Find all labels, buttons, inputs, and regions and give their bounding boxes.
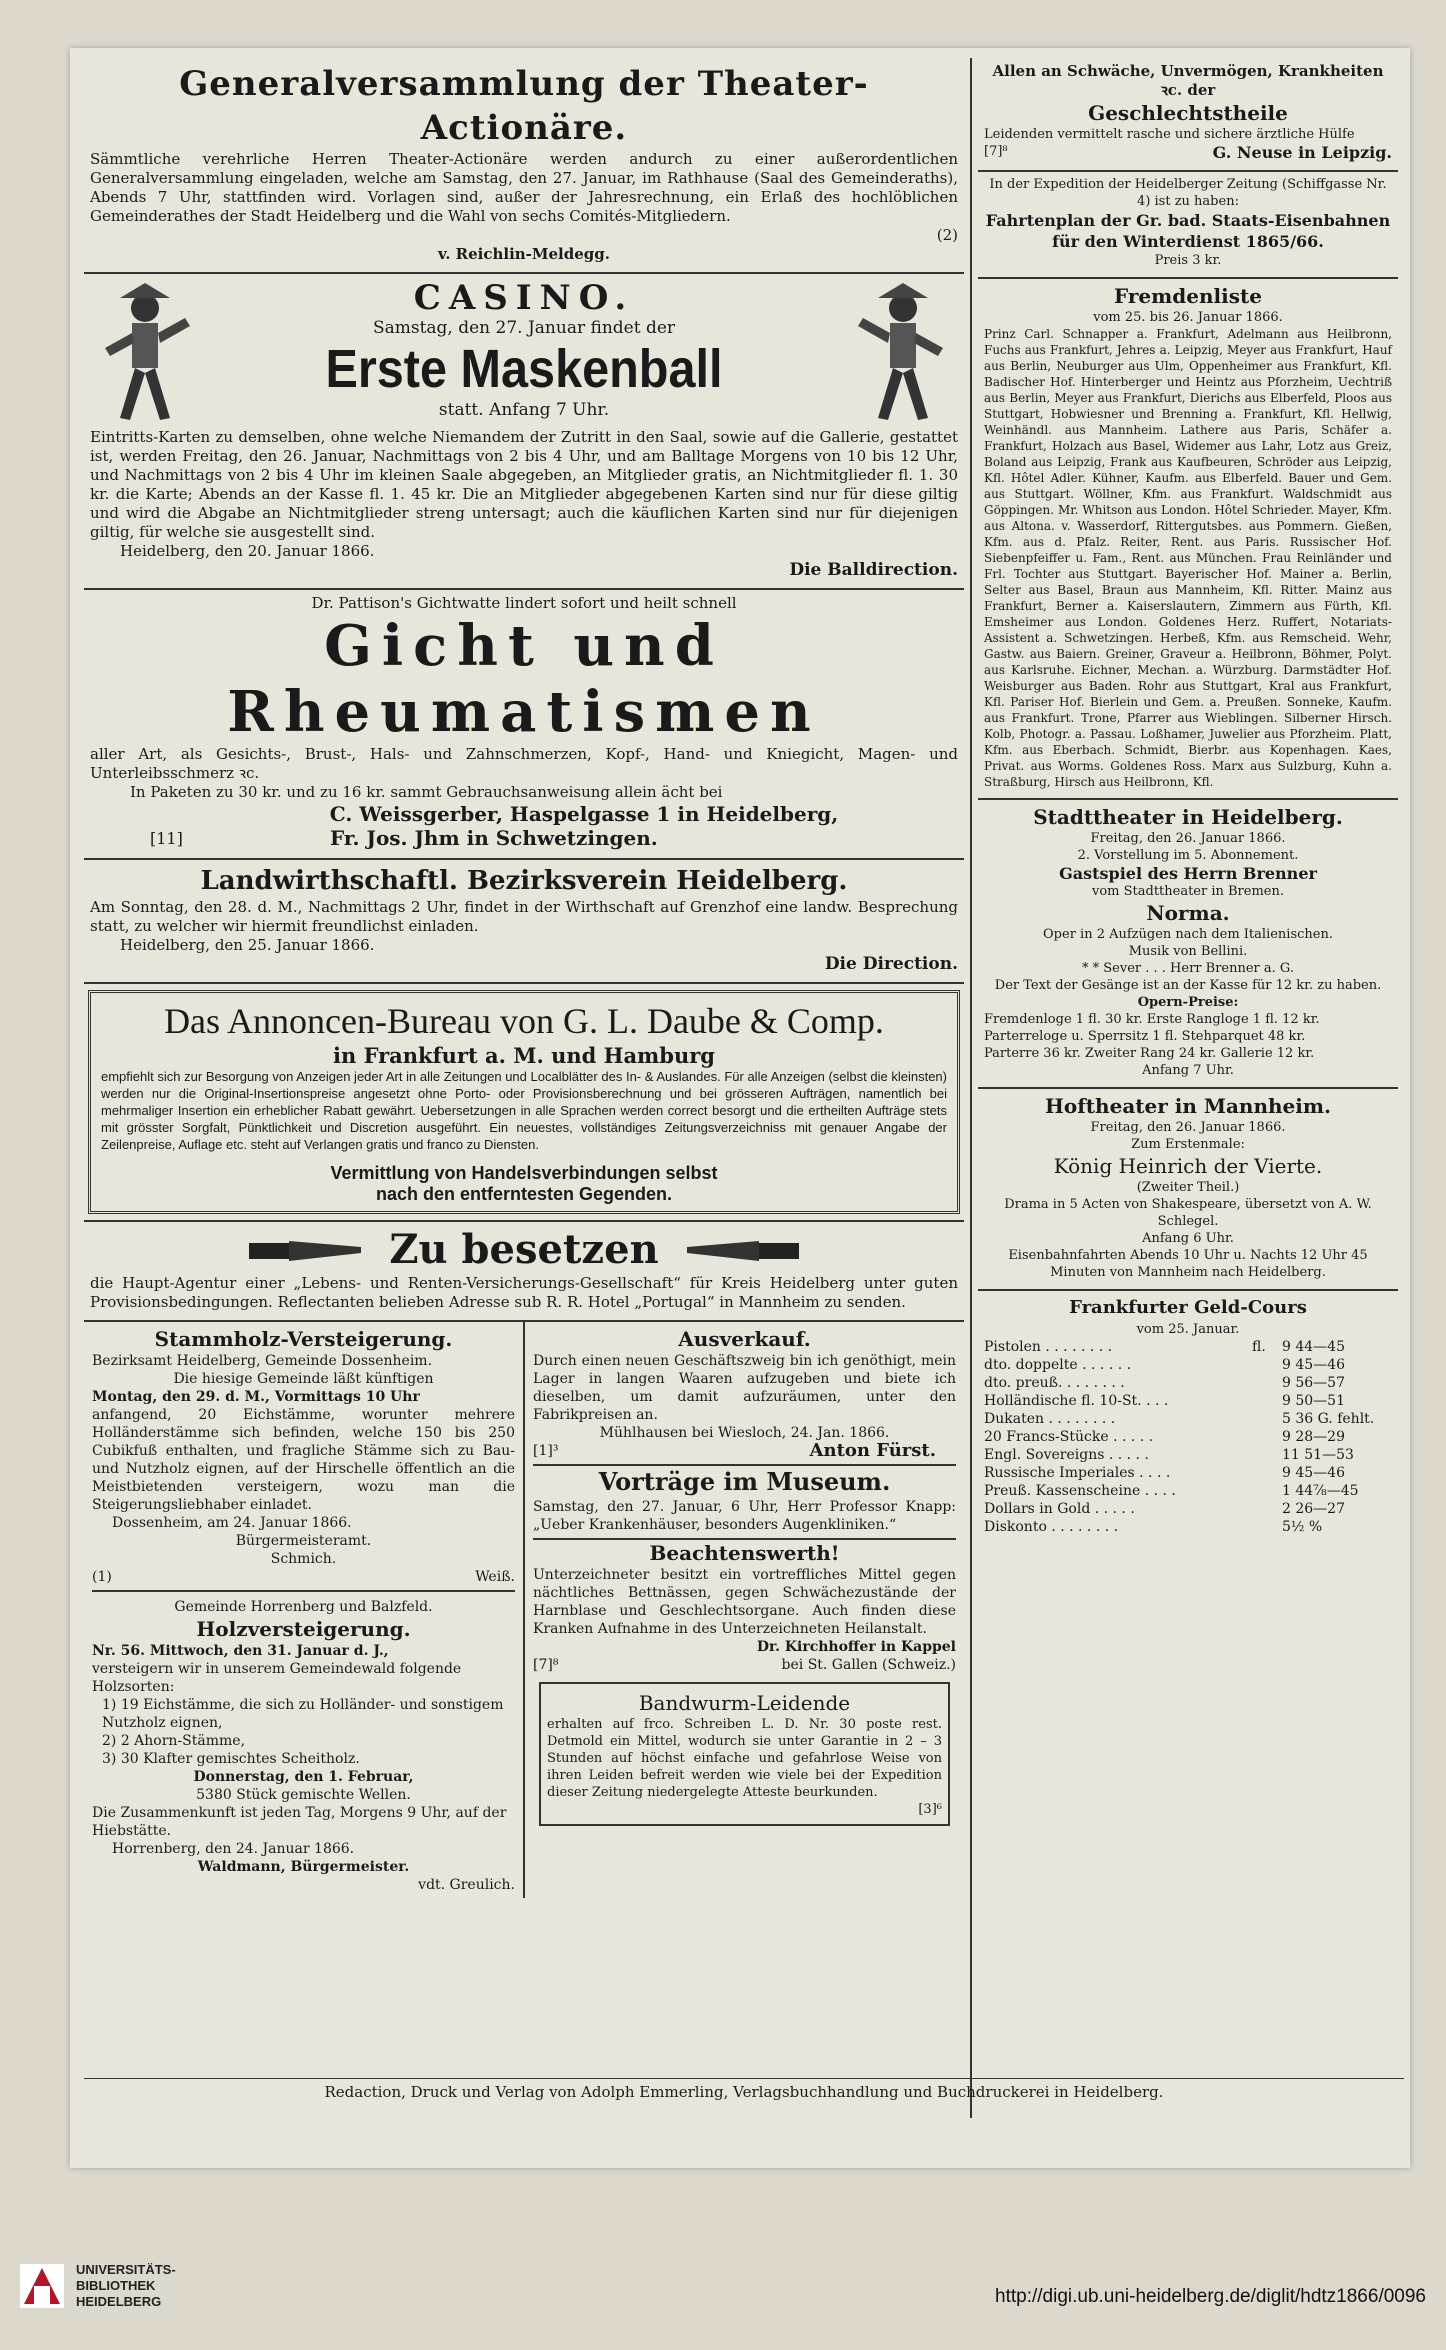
vortr-title: Vorträge im Museum. xyxy=(598,1467,891,1496)
landw-title: Landwirthschaftl. Bezirksverein Heidelberg. xyxy=(200,866,848,896)
stadt-line7: Der Text der Gesänge ist an der Kasse für 12 kr. zu haben. xyxy=(994,978,1382,993)
band-num: [3]⁶ xyxy=(918,1802,942,1817)
beacht-sign: Dr. Kirchhoffer in Kappel xyxy=(756,1639,956,1655)
daube-line2: Vermittlung von Handelsverbindungen selbst xyxy=(330,1163,718,1183)
geschl-num: [7]⁸ xyxy=(984,144,1008,159)
casino-line2: statt. Anfang 7 Uhr. xyxy=(438,400,610,420)
stamm-line3: Montag, den 29. d. M., Vormittags 10 Uhr xyxy=(92,1389,420,1405)
landw-sign: Die Direction. xyxy=(824,954,958,974)
logo-text: UNIVERSITÄTS- BIBLIOTHEK HEIDELBERG xyxy=(76,2262,176,2309)
gicht-seller1: C. Weissgerber, Haspelgasse 1 in Heidelberg, xyxy=(329,802,839,826)
gicht-seller2: Fr. Jos. Jhm in Schwetzingen. xyxy=(330,826,658,850)
zu-title: Zu besetzen xyxy=(389,1226,659,1273)
casino-body: Eintritts-Karten zu demselben, ohne welche Niemandem der Zutritt in den Saal, sowie auf die Gallerie, gestattet ist, werden Freitag, den 26. Januar, Nachmittags von 2 bis 4 Uhr, und am Balltage Morgens von 10 bis 12 Uhr, und Nachmittags von 2 bis 4 Uhr im kleinen Saale abgegeben, an Mitglieder gratis, an Nichtmitglieder fl. 1. 30 kr. die Karte; Abends an der Kasse fl. 1. 45 kr. Die an Mitglieder abgegebenen Karten sind nur für diese giltig und wird die Abgabe an Nichtmitglieder streng untersagt; auch die käuflichen Karten sind nur für diejenigen giltig, für welche sie ausgestellt sind. xyxy=(90,428,958,541)
holz-sign: Waldmann, Bürgermeister. xyxy=(197,1859,410,1875)
casino-center xyxy=(200,278,848,420)
casino-sign: Die Balldirection. xyxy=(789,560,958,580)
holz-line1: Gemeinde Horrenberg und Balzfeld. xyxy=(174,1599,433,1615)
ad-stadttheater xyxy=(978,800,1398,1089)
lower-columns xyxy=(84,1322,964,1898)
gicht-line1: Dr. Pattison's Gichtwatte lindert sofort und heilt schnell xyxy=(311,594,737,612)
geschl-sign: G. Neuse in Leipzig. xyxy=(1212,143,1392,162)
ad-gicht xyxy=(84,590,964,860)
jester-icon xyxy=(90,278,200,428)
stadt-line5: Musik von Bellini. xyxy=(1128,944,1248,959)
fremd-title: Fremdenliste xyxy=(1114,284,1262,308)
column-rule xyxy=(970,58,972,2118)
vortr-body: Samstag, den 27. Januar, 6 Uhr, Herr Professor Knapp: „Ueber Krankenhäuser, besonders Augenkliniken.“ xyxy=(533,1498,956,1540)
holz-item3: 3) 30 Klafter gemischtes Scheitholz. xyxy=(102,1751,360,1767)
hof-title: Hoftheater in Mannheim. xyxy=(1044,1094,1332,1118)
ausv-date: Mühlhausen bei Wiesloch, 24. Jan. 1866. xyxy=(599,1425,890,1441)
table-row: Russische Imperiales . . . . 9 45—46 xyxy=(984,1465,1345,1481)
holz-line3: versteigern wir in unserem Gemeindewald folgende Holzsorten: xyxy=(92,1661,462,1695)
geld-title: Frankfurter Geld-Cours xyxy=(1069,1297,1307,1318)
geld-table xyxy=(984,1338,1392,1536)
ad-generalversammlung xyxy=(84,58,964,274)
hof-line2: (Zweiter Theil.) xyxy=(1136,1180,1240,1195)
table-row: Engl. Sovereigns . . . . . 11 51—53 xyxy=(984,1447,1354,1463)
stadt-line6: * * Sever . . . Herr Brenner a. G. xyxy=(1082,961,1294,976)
left-column xyxy=(84,58,964,2118)
gicht-line2: In Paketen zu 30 kr. und zu 16 kr. sammt Gebrauchsanweisung allein ächt bei xyxy=(130,783,723,801)
table-row: dto. preuß. . . . . . . . 9 56—57 xyxy=(984,1375,1345,1391)
ausv-sign: Anton Fürst. xyxy=(809,1440,936,1461)
table-row: Dollars in Gold . . . . . 2 26—27 xyxy=(984,1501,1345,1517)
ub-logo-icon xyxy=(20,2264,64,2308)
daube-line1: in Frankfurt a. M. und Hamburg xyxy=(333,1043,715,1068)
stadt-line3: vom Stadttheater in Bremen. xyxy=(1091,884,1284,899)
stamm-sign-row xyxy=(92,1568,515,1592)
gicht-num: [11] xyxy=(150,828,183,848)
ausv-title: Ausverkauf. xyxy=(678,1327,811,1351)
geld-cours xyxy=(978,1291,1398,1544)
zu-header xyxy=(90,1226,958,1274)
holz-item1: 1) 19 Eichstämme, die sich zu Holländer- und sonstigem Nutzholz eignen, xyxy=(102,1697,504,1731)
beacht-sign2: bei St. Gallen (Schweiz.) xyxy=(781,1657,956,1673)
pointing-hand-icon xyxy=(249,1235,369,1265)
landw-body: Am Sonntag, den 28. d. M., Nachmittags 2 Uhr, findet in der Wirthschaft auf Grenzhof eine landw. Besprechung statt, zu welcher wir hiermit freundlichst einladen. xyxy=(90,898,958,935)
daube-line3: nach den entferntesten Gegenden. xyxy=(375,1184,673,1204)
table-row: dto. doppelte . . . . . . 9 45—46 xyxy=(984,1357,1345,1373)
table-row: Diskonto . . . . . . . . 5½ % xyxy=(984,1519,1323,1535)
table-row: 20 Francs-Stücke . . . . . 9 28—29 xyxy=(984,1429,1345,1445)
beacht-sign-row xyxy=(533,1656,956,1674)
stamm-office: Bürgermeisteramt. xyxy=(235,1533,372,1549)
table-row: Dukaten . . . . . . . . 5 36 G. fehlt. xyxy=(984,1411,1375,1427)
generalv-title: Generalversammlung der Theater-Actionäre. xyxy=(179,64,869,148)
lower-right xyxy=(523,1322,964,1898)
casino-header xyxy=(90,278,958,428)
casino-title: CASINO. xyxy=(413,278,635,318)
table-row: Pistolen . . . . . . . . fl. 9 44—45 xyxy=(984,1339,1345,1355)
casino-line1: Samstag, den 27. Januar findet der xyxy=(372,318,676,338)
fremd-dates: vom 25. bis 26. Januar 1866. xyxy=(1093,310,1283,325)
geld-date: vom 25. Januar. xyxy=(1136,1322,1240,1337)
holz-title: Holzversteigerung. xyxy=(196,1617,411,1641)
jester-icon xyxy=(848,278,958,428)
lower-left xyxy=(84,1322,523,1898)
stadt-price2: Parterreloge u. Sperrsitz 1 fl. Stehparquet 48 kr. xyxy=(984,1029,1306,1044)
ausv-sign-row xyxy=(533,1442,956,1466)
daube-body: empfiehlt sich zur Besorgung von Anzeigen jeder Art in alle Zeitungen und Localblätter des In- & Auslandes. Für alle Anzeigen (selbst die kleinsten) werden nur die Original-Insertionspreise angesetzt ohne Porto- oder Provisionsberechnung und bei grösseren Aufträgen, namentlich bei mehrmaliger Insertion ein erheblicher Rabatt gewährt. Uebersetzungen in alle Sprachen werden correct besorgt und die ertheilten Aufträge stets mit grösster Sorgfalt, Pünktlichkeit und Discretion ausgeführt. Ein neuestes, vollständiges Zeitungsverzeichniss mit genauer Angabe der Zeilenpreise, Auflage etc. steht auf Verlangen gratis und franco zu Diensten. xyxy=(101,1069,947,1152)
geschl-line1: Allen an Schwäche, Unvermögen, Krankheiten ꝛc. der xyxy=(992,62,1384,99)
holz-item2: 2) 2 Ahorn-Stämme, xyxy=(102,1733,246,1749)
generalv-sign: v. Reichlin-Meldegg. xyxy=(437,245,610,263)
source-url-link[interactable]: http://digi.ub.uni-heidelberg.de/diglit/hdtz1866/0096 xyxy=(995,2286,1426,2307)
zu-body: die Haupt-Agentur einer „Lebens- und Renten-Versicherungs-Gesellschaft“ für Kreis Heidelberg unter guten Provisionsbedingungen. Reflectanten belieben Adresse sub R. R. Hotel „Portugal“ in Mannheim zu senden. xyxy=(90,1274,958,1311)
stadt-line2: Gastspiel des Herrn Brenner xyxy=(1059,864,1317,883)
stamm-body: anfangend, 20 Eichstämme, worunter mehrere Holländerstämme sich befinden, welche 150 bis 250 Cubikfuß enthalten, und fragliche Stämme sich zu Bau- und Nutzholz eignen, auf der Hirschelle öffentlich an die Meistbietenden versteigern, wozu man die Steigerungsliebhaber einladet. xyxy=(92,1407,515,1513)
ausv-num: [1]³ xyxy=(533,1443,559,1459)
landw-date: Heidelberg, den 25. Januar 1866. xyxy=(120,936,375,954)
fremd-body: Prinz Carl. Schnapper a. Frankfurt, Adelmann aus Heilbronn, Fuchs aus Frankfurt, Jehres a. Leipzig, Meyer aus Frankfurt, Hauf aus Berlin, Neuburger aus Ulm, Oppenheimer aus Frankfurt, Kfl. Badischer Hof. Hinterberger und Heintz aus Pforzheim, Uechtriß aus Berlin, Meyer aus Frankfurt, Dierichs aus Elberfeld, Ploos aus Stuttgart, Hobwiesner und Brenning a. Frankfurt, Kfl. Hellwig, Weinhändl. aus Mannheim. Lathere aus Paris, Schäfer a. Frankfurt, Holzach aus Basel, Widemer aus Lahr, Lotz aus Greiz, Boland aus Leipzig, Frank aus Kaufbeuren, Schröder aus Leipzig, Kfl. Hôtel Adler. Kühner, Kaufm. aus Elberfeld. Bauer und Gem. aus Stuttgart. Wöllner, Kfm. aus Frankfurt. Waldschmidt aus Göppingen. Mr. Whitson aus London. Hôtel Schrieder. Mayer, Kfm. aus Altona. v. Wasserdorf, Rittergutsbes. aus Pommern. Gießen, Kfm. aus d. Pfalz. Reiter, Rent. aus Paris. Russischer Hof. Siebenpfeiffer u. Fam., Rent. aus München. Frau Reinländer und Frl. Tochter aus Stuttgart. Bayerischer Hof. Mainer a. Berlin, Selter aus Basel, Braun aus Mannheim, Kfl. Ritter. Mainz aus Frankfurt, Berner a. Kaiserslautern, Zimmern aus Fürth, Kfl. Emsheimer aus London. Goldenes Herz. Ruffert, Notariats-Assistent a. Schwetzingen. Herbeß, Kfm. aus Remscheid. Wehr, Gastw. aus Baiern. Greiner, Graveur a. Heilbronn, Böhmer, Polyt. aus Karlsruhe. Eichner, Mechan. a. Würzburg. Darmstädter Hof. Weisburger aus Baden. Rohr aus Stuttgart, Kral aus Frankfurt, Kfl. Pariser Hof. Bierlein und Gem. a. Preußen. Sonneke, Kaufm. aus Frankfurt. Trone, Pfarrer aus Wieblingen. Silberner Hirsch. Kolb, Photogr. a. Passau. Loßhamer, Juwelier aus Pforzheim. Platt, Kfm. aus Eberbach. Schmidt, Bierbr. aus Kopenhagen. Kaes, Privat. aus Worms. Goldenes Ross. Marx aus Sulzburg, Kuhn a. Straßburg, Hirsch aus Heilbronn, Kfl. xyxy=(984,327,1392,789)
hof-line4: Eisenbahnfahrten Abends 10 Uhr u. Nachts 12 Uhr 45 Minuten von Mannheim nach Heidelberg. xyxy=(1008,1248,1368,1280)
ad-casino xyxy=(84,274,964,590)
holz-line4: Donnerstag, den 1. Februar, xyxy=(193,1769,414,1785)
gicht-seller-row xyxy=(90,826,958,850)
stamm-title: Stammholz-Versteigerung. xyxy=(154,1327,453,1351)
stadt-start: Anfang 7 Uhr. xyxy=(1142,1063,1234,1078)
gicht-body: aller Art, als Gesichts-, Brust-, Hals- und Zahnschmerzen, Kopf-, Hand- und Kniegicht, Magen- und Unterleibsschmerz ꝛc. xyxy=(90,745,958,782)
ad-landwirthschaft xyxy=(84,860,964,984)
band-body: erhalten auf frco. Schreiben L. D. Nr. 30 poste rest. Detmold ein Mittel, wodurch sie unter Garantie in 2 – 3 Stunden auf höchst einfache und gefahrlose Weise von ihren Leiden befreit werden wie viele bei der Expedition dieser Zeitung niedergelegte Atteste beurkunden. xyxy=(547,1717,942,1800)
library-logo[interactable] xyxy=(20,2262,176,2310)
stadt-date: Freitag, den 26. Januar 1866. xyxy=(1090,831,1286,846)
ausv-body: Durch einen neuen Geschäftszweig bin ich genöthigt, mein Lager in langen Waaren aufzugeben und biete ich dieselben, um damit aufzuräumen, unter den Fabrikpreisen an. xyxy=(533,1353,956,1423)
beacht-title: Beachtenswerth! xyxy=(649,1541,840,1565)
stamm-name2: Weiß. xyxy=(475,1569,515,1585)
band-title: Bandwurm-Leidende xyxy=(638,1691,851,1715)
fahr-title: Fahrtenplan der Gr. bad. Staats-Eisenbahnen für den Winterdienst 1865/66. xyxy=(985,211,1391,251)
stamm-date: Dossenheim, am 24. Januar 1866. xyxy=(112,1515,352,1531)
stadt-prices-head: Opern-Preise: xyxy=(1137,995,1239,1010)
ad-hoftheater xyxy=(978,1089,1398,1291)
table-row: Holländische fl. 10-St. . . . 9 50—51 xyxy=(984,1393,1345,1409)
generalv-body: Sämmtliche verehrliche Herren Theater-Actionäre werden andurch zu einer außerordentlichen Generalversammlung eingeladen, welche am Samstag, den 27. Januar, im Rathhause (Saal des Gemeinderaths), Abends 7 Uhr, stattfinden wird. Vorlagen sind, außer der Jahresrechnung, ein Erlaß des hochlöblichen Gemeinderathes der Stadt Heidelberg und die Wahl von sechs Comités-Mitgliedern. xyxy=(90,150,958,225)
hof-date: Freitag, den 26. Januar 1866. xyxy=(1090,1120,1286,1135)
ad-fahrtenplan xyxy=(978,172,1398,279)
stamm-line2: Die hiesige Gemeinde läßt künftigen xyxy=(173,1371,434,1387)
stadt-price1: Fremdenloge 1 fl. 30 kr. Erste Rangloge 1 fl. 12 kr. xyxy=(984,1012,1320,1027)
ad-bandwurm xyxy=(539,1682,950,1826)
geschl-title: Geschlechtstheile xyxy=(1088,101,1288,125)
hof-start: Anfang 6 Uhr. xyxy=(1142,1231,1234,1246)
fahr-line1: In der Expedition der Heidelberger Zeitung (Schiffgasse Nr. 4) ist zu haben: xyxy=(989,177,1387,209)
holz-sign2: vdt. Greulich. xyxy=(418,1877,515,1893)
newspaper-page xyxy=(70,48,1410,2168)
geschl-sign-row xyxy=(984,143,1392,162)
casino-date: Heidelberg, den 20. Januar 1866. xyxy=(120,542,375,560)
pointing-hand-icon xyxy=(679,1235,799,1265)
stadt-play: Norma. xyxy=(1146,901,1230,925)
maskenball-title: Erste Maskenball xyxy=(325,339,723,399)
ad-daube xyxy=(88,990,960,1214)
table-row: Preuß. Kassenscheine . . . . 1 44⅞—45 xyxy=(984,1483,1359,1499)
holz-line2: Nr. 56. Mittwoch, den 31. Januar d. J., xyxy=(92,1643,389,1659)
hof-line3: Drama in 5 Acten von Shakespeare, übersetzt von A. W. Schlegel. xyxy=(1004,1197,1372,1229)
stadt-price3: Parterre 36 kr. Zweiter Rang 24 kr. Gallerie 12 kr. xyxy=(984,1046,1315,1061)
geschl-body: Leidenden vermittelt rasche und sichere ärztliche Hülfe xyxy=(984,127,1355,142)
daube-title: Das Annoncen-Bureau von G. L. Daube & Comp. xyxy=(164,1001,884,1041)
right-column xyxy=(978,58,1398,2118)
holz-date: Horrenberg, den 24. Januar 1866. xyxy=(112,1841,355,1857)
hof-line1: Zum Erstenmale: xyxy=(1131,1137,1245,1152)
hof-play: König Heinrich der Vierte. xyxy=(1053,1154,1323,1178)
imprint-footer: Redaction, Druck und Verlag von Adolph Emmerling, Verlagsbuchhandlung und Buchdruckerei in Heidelberg. xyxy=(84,2078,1404,2101)
stadt-line4: Oper in 2 Aufzügen nach dem Italienischen. xyxy=(1043,927,1333,942)
holz-line5: 5380 Stück gemischte Wellen. xyxy=(196,1787,411,1803)
stadt-line1: 2. Vorstellung im 5. Abonnement. xyxy=(1077,848,1299,863)
fahr-price: Preis 3 kr. xyxy=(1154,253,1222,268)
ad-zu-besetzen xyxy=(84,1220,964,1322)
gicht-title: Gicht und Rheumatismen xyxy=(227,613,821,745)
stadt-title: Stadttheater in Heidelberg. xyxy=(1033,805,1343,829)
stamm-name: Schmich. xyxy=(270,1551,337,1567)
holz-body: Die Zusammenkunft ist jeden Tag, Morgens 9 Uhr, auf der Hiebstätte. xyxy=(92,1805,507,1839)
stamm-num: (1) xyxy=(92,1569,112,1585)
beacht-body: Unterzeichneter besitzt ein vortreffliches Mittel gegen nächtliches Bettnässen, gegen Schwächezustände der Harnblase und Geschlechtsorgane. Auch finden diese Kranken Aufnahme in des Unterzeichneten Heilanstalt. xyxy=(533,1567,956,1637)
beacht-num: [7]⁸ xyxy=(533,1657,559,1673)
generalv-num: (2) xyxy=(936,226,958,244)
ad-geschlechtstheile xyxy=(978,58,1398,172)
fremdenliste xyxy=(978,279,1398,800)
stamm-line1: Bezirksamt Heidelberg, Gemeinde Dossenheim. xyxy=(92,1353,433,1369)
